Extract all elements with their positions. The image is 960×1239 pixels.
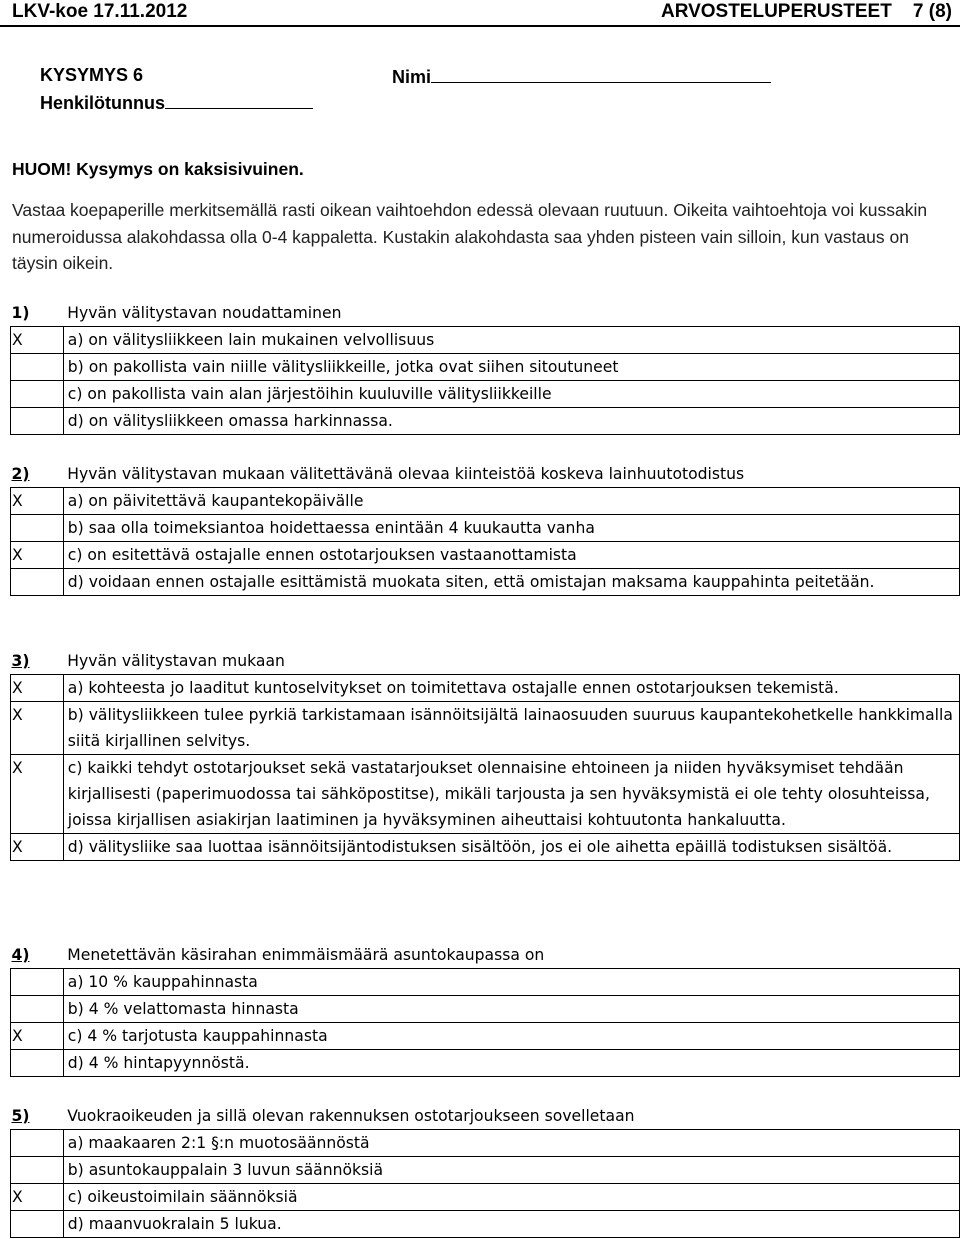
answer-checkbox[interactable]: X — [11, 542, 64, 569]
option-row — [11, 1023, 960, 1050]
answer-checkbox[interactable] — [11, 969, 64, 996]
option-text: b) 4 % velattomasta hinnasta — [63, 996, 959, 1023]
answer-checkbox[interactable]: X — [11, 834, 64, 861]
answer-checkbox[interactable] — [11, 996, 64, 1023]
option-row — [11, 1157, 960, 1184]
answer-checkbox[interactable] — [11, 354, 64, 381]
question-label: KYSYMYS 6 — [40, 65, 144, 85]
question-title: Hyvän välitystavan mukaan välitettävänä olevaa kiinteistöä koskeva lainhuutotodistus — [67, 465, 745, 483]
question-title: Hyvän välitystavan noudattaminen — [67, 304, 342, 322]
option-row — [11, 675, 960, 702]
question-heading — [11, 648, 960, 675]
option-row — [11, 834, 960, 861]
option-text: c) kaikki tehdyt ostotarjoukset sekä vastatarjoukset olennaisine ehtoineen ja niiden hyväksymiset tehdään kirjallisesti (paperimuodossa tai sähköpostitse), mikäli tarjousta ja sen hyväksymistä ei ole tehty olosuhteissa, joissa kirjallisen asiakirjan laatiminen ja hyväksyminen aiheuttaisi kohtuutonta hankaluutta. — [63, 755, 959, 834]
question-title: Menetettävän käsirahan enimmäismäärä asuntokaupassa on — [67, 946, 545, 964]
option-text: c) 4 % tarjotusta kauppahinnasta — [63, 1023, 959, 1050]
name-label: Nimi — [392, 67, 432, 87]
answer-checkbox[interactable]: X — [11, 1184, 64, 1211]
answer-checkbox[interactable] — [11, 381, 64, 408]
option-text: a) on päivitettävä kaupantekopäivälle — [63, 488, 959, 515]
option-row — [11, 354, 960, 381]
id-label: Henkilötunnus — [40, 93, 165, 113]
answer-checkbox[interactable] — [11, 408, 64, 435]
answer-checkbox[interactable]: X — [11, 755, 64, 834]
question-number: 1) — [11, 304, 30, 322]
answer-checkbox[interactable]: X — [11, 488, 64, 515]
option-row — [11, 381, 960, 408]
option-row — [11, 569, 960, 596]
header-page-info — [661, 0, 952, 24]
question-number: 4) — [11, 946, 30, 964]
option-text: d) on välitysliikkeen omassa harkinnassa. — [63, 408, 959, 435]
option-row — [11, 1184, 960, 1211]
question-title: Vuokraoikeuden ja sillä olevan rakennuksen ostotarjoukseen sovelletaan — [67, 1107, 635, 1125]
option-row — [11, 488, 960, 515]
answer-checkbox[interactable]: X — [11, 1023, 64, 1050]
answer-checkbox[interactable] — [11, 1050, 64, 1077]
question-heading — [11, 1103, 960, 1130]
notice: HUOM! Kysymys on kaksisivuinen. — [12, 159, 304, 179]
option-row — [11, 515, 960, 542]
option-row — [11, 702, 960, 755]
header-divider — [0, 25, 960, 27]
option-text: d) maanvuokralain 5 lukua. — [63, 1211, 959, 1238]
option-text: b) saa olla toimeksiantoa hoidettaessa enintään 4 kuukautta vanha — [63, 515, 959, 542]
option-row — [11, 408, 960, 435]
option-row — [11, 1130, 960, 1157]
answer-checkbox[interactable] — [11, 569, 64, 596]
option-text: a) 10 % kauppahinnasta — [63, 969, 959, 996]
option-text: b) asuntokauppalain 3 luvun säännöksiä — [63, 1157, 959, 1184]
option-text: b) on pakollista vain niille välitysliikkeille, jotka ovat siihen sitoutuneet — [63, 354, 959, 381]
option-row — [11, 755, 960, 834]
option-row — [11, 1050, 960, 1077]
question-1-table — [10, 300, 960, 435]
question-heading — [11, 942, 960, 969]
question-4-table — [10, 942, 960, 1077]
option-text: a) maakaaren 2:1 §:n muotosäännöstä — [63, 1130, 959, 1157]
answer-checkbox[interactable]: X — [11, 702, 64, 755]
id-blank-line — [165, 90, 313, 109]
name-field — [392, 64, 771, 88]
header-exam-title: LKV-koe 17.11.2012 — [12, 1, 188, 22]
question-3-table — [10, 648, 960, 861]
question-number: 3) — [11, 652, 30, 670]
option-text: c) on pakollista vain alan järjestöihin kuuluville välitysliikkeille — [63, 381, 959, 408]
option-row — [11, 542, 960, 569]
answer-checkbox[interactable]: X — [11, 675, 64, 702]
option-text: d) voidaan ennen ostajalle esittämistä muokata siten, että omistajan maksama kauppahinta peitetään. — [63, 569, 959, 596]
option-row — [11, 969, 960, 996]
option-row — [11, 1211, 960, 1238]
question-title: Hyvän välitystavan mukaan — [67, 652, 285, 670]
name-blank-line — [431, 64, 771, 83]
answer-checkbox[interactable] — [11, 1157, 64, 1184]
question-number: 5) — [11, 1107, 30, 1125]
id-field — [40, 90, 313, 114]
header-page-info-text: ARVOSTELUPERUSTEET 7 (8) — [660, 1, 952, 22]
option-row — [11, 996, 960, 1023]
answer-checkbox[interactable]: X — [11, 327, 64, 354]
answer-checkbox[interactable] — [11, 515, 64, 542]
question-heading — [11, 300, 960, 327]
answer-checkbox[interactable] — [11, 1211, 64, 1238]
option-text: d) välitysliike saa luottaa isännöitsijäntodistuksen sisältöön, jos ei ole aihetta epäillä todistuksen sisältöä. — [63, 834, 959, 861]
option-text: b) välitysliikkeen tulee pyrkiä tarkistamaan isännöitsijältä lainaosuuden suuruus kaupantekohetkelle hankkimalla siitä kirjallinen selvitys. — [63, 702, 959, 755]
answer-checkbox[interactable] — [11, 1130, 64, 1157]
question-5-table — [10, 1103, 960, 1238]
instructions: Vastaa koepaperille merkitsemällä rasti oikean vaihtoehdon edessä olevaan ruutuun. Oikeita vaihtoehtoja voi kussakin numeroidussa alakohdassa olla 0-4 kappaletta. Kustakin alakohdasta saa yhden pisteen vain silloin, kun vastaus on täysin oikein. — [12, 200, 928, 273]
question-heading — [11, 461, 960, 488]
option-text: a) on välitysliikkeen lain mukainen velvollisuus — [63, 327, 959, 354]
option-text: a) kohteesta jo laaditut kuntoselvitykset on toimitettava ostajalle ennen ostotarjouksen tekemistä. — [63, 675, 959, 702]
option-text: d) 4 % hintapyynnöstä. — [63, 1050, 959, 1077]
option-text: c) oikeustoimilain säännöksiä — [63, 1184, 959, 1211]
option-row — [11, 327, 960, 354]
question-2-table — [10, 461, 960, 596]
question-number: 2) — [11, 465, 30, 483]
option-text: c) on esitettävä ostajalle ennen ostotarjouksen vastaanottamista — [63, 542, 959, 569]
